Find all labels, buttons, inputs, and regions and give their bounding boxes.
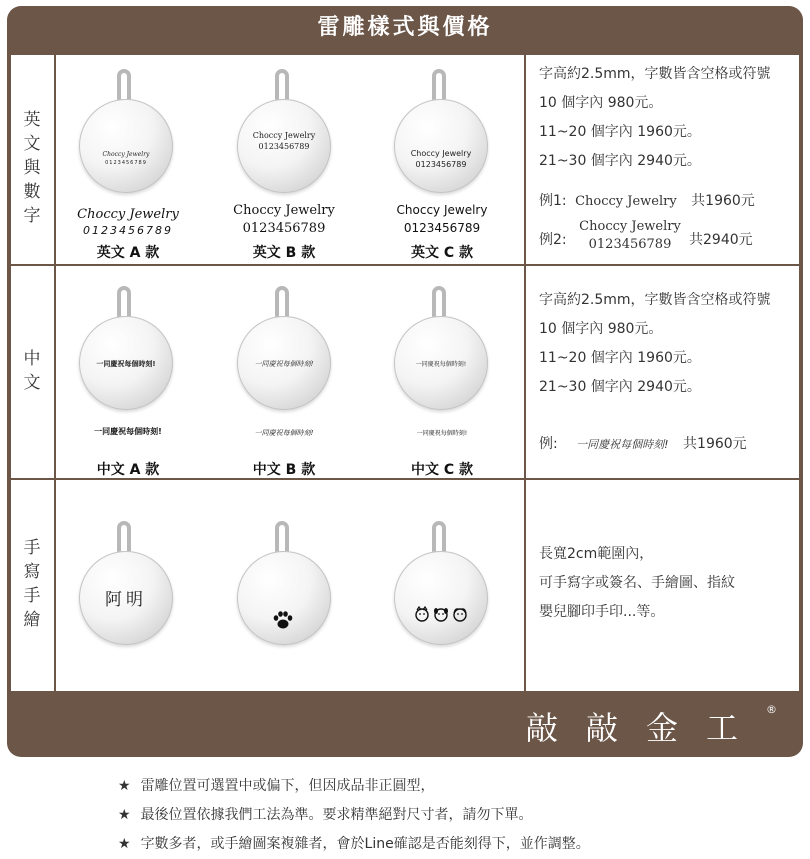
- example-price: 共1960元: [691, 193, 755, 209]
- caption-text: 一同慶祝每個時刻!: [416, 430, 468, 437]
- note-item: [118, 801, 590, 830]
- style-label-english-b: 英文 B 款: [252, 245, 316, 261]
- row-label-char: 英: [23, 110, 41, 130]
- example-1: [539, 187, 801, 216]
- row-label-char: 數: [23, 182, 41, 202]
- pendant-english-a: [79, 69, 175, 219]
- caption-line2: 0123456789: [403, 221, 481, 235]
- pendant-disc: [394, 316, 488, 410]
- pendant-handwritten-paw: [237, 521, 333, 671]
- caption-text: 一同慶祝每個時刻!: [254, 429, 314, 437]
- caption-line2: 0123456789: [242, 221, 326, 236]
- english-price-info: [539, 60, 801, 259]
- pendant-disc: [237, 551, 331, 645]
- style-label-english-a: 英文 A 款: [96, 245, 160, 261]
- info-line: 21~30 個字內 2940元。: [539, 379, 701, 395]
- paw-print-icon: [272, 609, 294, 631]
- example-text: 一同慶祝每個時刻!: [576, 438, 669, 451]
- notes-list: [118, 772, 590, 859]
- example-prefix: 例2:: [539, 232, 567, 248]
- pendant-disc: [394, 99, 488, 193]
- column-divider: [54, 53, 56, 693]
- price-table-grid: [9, 53, 801, 693]
- row-label-char: 手: [23, 586, 41, 606]
- caption-line1: Choccy Jewelry: [396, 203, 488, 217]
- pendant-disc: [79, 99, 173, 193]
- row-label-handwritten: [10, 536, 54, 632]
- style-label-english-c: 英文 C 款: [410, 245, 474, 261]
- note-text: 雷雕位置可選置中或偏下，但因成品非正圓型，: [140, 778, 435, 794]
- engraving-line2: 0123456789: [258, 142, 310, 151]
- row-divider: [9, 53, 801, 55]
- star-icon: ★: [118, 807, 131, 823]
- registered-mark: ®: [766, 703, 777, 717]
- example-price: 共2940元: [689, 232, 753, 248]
- example-2: [539, 219, 801, 259]
- info-line: 11~20 個字內 1960元。: [539, 350, 701, 366]
- handwritten-info: [539, 540, 801, 627]
- row-label-char: 手: [23, 538, 41, 558]
- pendant-chinese-b: [237, 286, 333, 436]
- info-line: 長寬2cm範圍內，: [539, 546, 654, 562]
- pendant-english-c: [394, 69, 490, 219]
- engraving-line1: Choccy Jewelry: [252, 131, 316, 140]
- engraving-line2: 0123456789: [415, 160, 467, 169]
- info-line: 10 個字內 980元。: [539, 95, 663, 111]
- price-table-panel: [7, 6, 803, 757]
- pendant-bail: [117, 521, 131, 555]
- pendant-bail: [275, 286, 289, 320]
- caption-text: 一同慶祝每個時刻!: [94, 427, 162, 436]
- pendant-handwritten-animals: [394, 521, 490, 671]
- pendant-disc: [79, 551, 173, 645]
- info-line: 可手寫字或簽名、手繪圖、指紋: [539, 575, 735, 591]
- style-label-chinese-c: 中文 C 款: [410, 462, 474, 478]
- example-prefix: 例1:: [539, 193, 567, 209]
- pendant-bail: [432, 69, 446, 103]
- pendant-bail: [117, 69, 131, 103]
- row-label-char: 字: [23, 206, 41, 226]
- pendant-disc: [237, 99, 331, 193]
- note-item: [118, 772, 590, 801]
- example-prefix: 例:: [539, 436, 558, 452]
- info-line: 10 個字內 980元。: [539, 321, 663, 337]
- engraving-text: 阿明: [105, 590, 147, 610]
- column-divider: [524, 53, 526, 693]
- example-text-line1: Choccy Jewelry: [579, 219, 681, 234]
- engraving-line2: 0123456789: [105, 160, 147, 166]
- chinese-price-info: [539, 286, 801, 459]
- row-label-char: 中: [23, 349, 41, 369]
- style-label-chinese-a: 中文 A 款: [96, 462, 160, 478]
- brand-name: 敲敲金工: [525, 709, 766, 747]
- pendant-english-b: [237, 69, 333, 219]
- table-title: 雷雕樣式與價格: [317, 15, 493, 40]
- example: [539, 430, 801, 459]
- example-text: Choccy Jewelry: [575, 194, 677, 209]
- pendant-bail: [432, 286, 446, 320]
- example-price: 共1960元: [683, 436, 747, 452]
- info-line: 字高約2.5mm，字數皆含空格或符號: [539, 292, 771, 308]
- note-text: 最後位置依據我們工法為準。要求精準絕對尺寸者，請勿下單。: [140, 807, 533, 823]
- note-text: 字數多者，或手繪圖案複雜者，會於Line確認是否能刻得下，並作調整。: [140, 836, 590, 852]
- caption-line2: 0123456789: [83, 224, 173, 237]
- info-line: 21~30 個字內 2940元。: [539, 153, 701, 169]
- row-label-chinese: [10, 347, 54, 395]
- engraving-text: 一同慶祝每個時刻!: [254, 360, 314, 368]
- row-divider: [9, 691, 801, 693]
- engraving-line1: Choccy Jewelry: [102, 151, 150, 158]
- row-divider: [9, 264, 801, 266]
- row-label-char: 繪: [23, 610, 41, 630]
- pendant-chinese-c: [394, 286, 490, 436]
- engraving-text: 一同慶祝每個時刻!: [96, 360, 156, 368]
- row-label-english-numbers: [10, 108, 54, 228]
- pendant-handwritten-name: [79, 521, 175, 671]
- engraving-text: 一同慶祝每個時刻!: [415, 361, 467, 368]
- row-label-char: 文: [23, 134, 41, 154]
- pendant-chinese-a: [79, 286, 175, 436]
- animal-faces-icon: [414, 605, 468, 623]
- example-text-line2: 0123456789: [588, 237, 672, 252]
- row-label-char: 文: [23, 373, 41, 393]
- pendant-disc: [394, 551, 488, 645]
- pendant-disc: [79, 316, 173, 410]
- info-line: 11~20 個字內 1960元。: [539, 124, 701, 140]
- caption-line1: Choccy Jewelry: [233, 203, 335, 218]
- info-line: 嬰兒腳印手印...等。: [539, 604, 665, 620]
- pendant-disc: [237, 316, 331, 410]
- caption-line1: Choccy Jewelry: [77, 207, 179, 222]
- engraving-line1: Choccy Jewelry: [410, 149, 472, 158]
- star-icon: ★: [118, 778, 131, 794]
- row-label-char: 與: [23, 158, 41, 178]
- info-line: 字高約2.5mm，字數皆含空格或符號: [539, 66, 771, 82]
- pendant-bail: [432, 521, 446, 555]
- pendant-bail: [275, 521, 289, 555]
- pendant-bail: [117, 286, 131, 320]
- pendant-bail: [275, 69, 289, 103]
- style-label-chinese-b: 中文 B 款: [252, 462, 316, 478]
- star-icon: ★: [118, 836, 131, 852]
- row-label-char: 寫: [23, 562, 41, 582]
- brand-logo: [526, 703, 777, 749]
